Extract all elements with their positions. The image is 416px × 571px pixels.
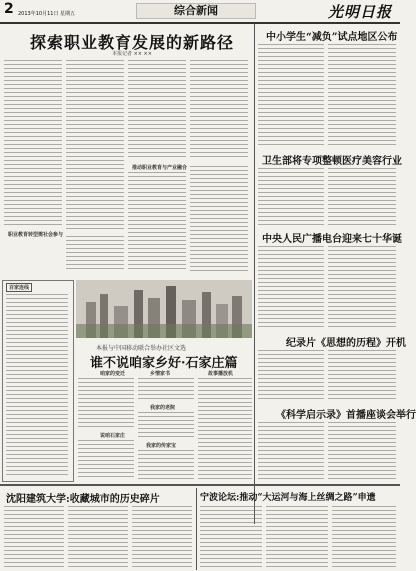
bottom-left-col-3 (132, 506, 192, 568)
feature-kicker: 本报与中国移动联合举办社区文选 (96, 345, 187, 352)
main-col-3 (128, 60, 186, 160)
bottom-left-col-2 (68, 506, 128, 568)
bottom-left-col-1 (4, 506, 64, 568)
sidebar-tag: 百家连线 (6, 283, 32, 292)
feature-col-2 (138, 378, 194, 400)
main-subhead-2: 推动职业教育与产业融合 (132, 165, 188, 171)
main-subhead-1: 职业教育转型需社会参与 (8, 232, 64, 238)
feature-col-1b (78, 440, 134, 480)
report-1-col-1 (258, 44, 324, 148)
main-col-2 (66, 60, 124, 230)
feature-col-3 (198, 378, 252, 480)
column-divider (254, 24, 255, 524)
page-number: 2 (4, 1, 14, 17)
bottom-divider (0, 484, 400, 486)
sidebar-text (6, 294, 68, 476)
main-col-4b (190, 166, 248, 272)
bottom-right-col-3 (332, 506, 396, 568)
feature-section-4: 故事播放机 (208, 371, 234, 377)
feature-col-2c (138, 450, 194, 480)
feature-section-2: 乡情家书 (150, 371, 171, 377)
report-1-col-2 (328, 44, 396, 148)
report-2-title: 卫生部将专项整顿医疗美容行业 (262, 156, 402, 167)
feature-col-2b (138, 412, 194, 438)
main-col-1 (4, 60, 62, 228)
report-5-col-1 (258, 422, 324, 480)
issue-date: 2013年10月11日 星期五 (18, 11, 76, 17)
report-3-title: 中央人民广播电台迎来七十华诞 (262, 234, 402, 245)
section-label: 综合新闻 (136, 3, 256, 19)
bottom-right-col-2 (266, 506, 328, 568)
bottom-column-divider (196, 488, 197, 570)
main-col-2b (66, 236, 124, 272)
report-4-col-1 (258, 350, 324, 402)
city-skyline-photo (76, 280, 252, 338)
main-byline: 本报记者 ×× ×× (112, 51, 152, 57)
report-2-col-1 (258, 168, 324, 226)
bottom-right-col-1 (200, 506, 262, 568)
bottom-left-title: 沈阳建筑大学:收藏城市的历史碎片 (6, 494, 160, 505)
bottom-right-title: 宁波论坛:推动“大运河与海上丝绸之路”申遗 (200, 493, 376, 503)
main-col-4 (190, 60, 248, 160)
report-2-col-2 (328, 168, 396, 226)
page-header (0, 0, 400, 24)
feature-section-3: 我家的老院 (150, 405, 176, 411)
report-1-title: 中小学生“减负”试点地区公布 (266, 32, 398, 43)
feature-col-1 (78, 378, 134, 430)
report-4-col-2 (328, 350, 396, 402)
feature-section-5: 说咱石家庄 (100, 433, 126, 439)
feature-section-1: 咱家的变迁 (100, 371, 126, 377)
feature-title: 谁不说咱家乡好·石家庄篇 (90, 356, 238, 371)
report-5-col-2 (328, 422, 396, 480)
main-headline: 探索职业教育发展的新路径 (30, 33, 235, 52)
feature-section-6: 我家的传家宝 (146, 443, 177, 449)
masthead-logo: 光明日报 (328, 3, 393, 21)
report-3-col-2 (328, 246, 396, 330)
report-5-title: 《科学启示录》首播座谈会举行 (276, 410, 416, 421)
main-col-3b (128, 172, 186, 272)
report-4-title: 纪录片《思想的历程》开机 (286, 338, 406, 349)
report-3-col-1 (258, 246, 324, 330)
